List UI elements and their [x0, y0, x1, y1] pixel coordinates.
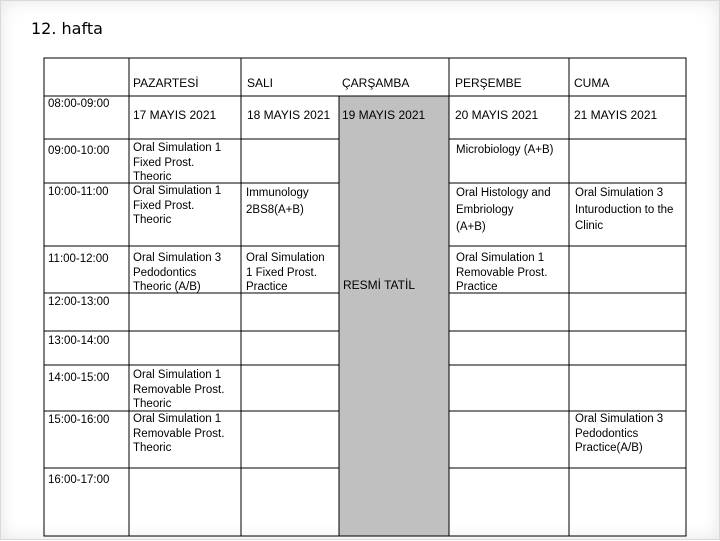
- day-date: 18 MAYIS 2021: [247, 108, 331, 122]
- class-entry: Oral Simulation 1 Removable Prost. Practice: [456, 252, 548, 293]
- time-slot: 15:00-16:00: [48, 414, 110, 426]
- header-wednesday: [342, 59, 425, 139]
- day-date: 19 MAYIS 2021: [342, 108, 426, 122]
- class-entry: Oral Simulation 1 Removable Prost. Theoric: [133, 413, 225, 454]
- holiday-column-fill: [339, 96, 449, 536]
- time-slot: 08:00-09:00: [48, 98, 110, 110]
- day-name: PERŞEMBE: [455, 76, 522, 90]
- time-slot: 10:00-11:00: [48, 186, 109, 198]
- day-name: SALI: [247, 76, 274, 90]
- header-thursday: [455, 59, 538, 139]
- time-slot: 14:00-15:00: [48, 372, 110, 384]
- time-slot: 11:00-12:00: [48, 253, 109, 265]
- class-entry: Immunology 2BS8(A+B): [246, 187, 309, 216]
- class-entry: Oral Simulation 1 Fixed Prost. Practice: [246, 252, 325, 293]
- class-entry: Oral Simulation 1 Removable Prost. Theoric: [133, 369, 225, 410]
- class-entry: Oral Simulation 1 Fixed Prost. Theoric: [133, 142, 222, 183]
- time-slot: 16:00-17:00: [48, 474, 110, 486]
- class-entry: Oral Histology and Embriology (A+B): [456, 187, 551, 233]
- class-entry: Oral Simulation 3 Inturoduction to the Clinic: [575, 187, 674, 232]
- header-tuesday: [247, 59, 330, 139]
- time-slot: 13:00-14:00: [48, 335, 110, 347]
- class-entry: Oral Simulation 3 Pedodontics Theoric (A/B): [133, 252, 222, 293]
- time-slot: 12:00-13:00: [48, 296, 110, 308]
- class-entry: Oral Simulation 3 Pedodontics Practice(A/B): [575, 413, 664, 454]
- day-date: 20 MAYIS 2021: [455, 108, 539, 122]
- time-slot: 09:00-10:00: [48, 145, 110, 157]
- day-name: ÇARŞAMBA: [342, 76, 410, 90]
- header-friday: [574, 59, 657, 139]
- day-date: 21 MAYIS 2021: [574, 108, 658, 122]
- day-date: 17 MAYIS 2021: [133, 108, 217, 122]
- holiday-label: RESMİ TATİL: [343, 278, 416, 292]
- day-name: CUMA: [574, 76, 610, 90]
- class-entry: Microbiology (A+B): [456, 144, 554, 156]
- class-entry: Oral Simulation 1 Fixed Prost. Theoric: [133, 185, 222, 226]
- day-name: PAZARTESİ: [133, 76, 199, 90]
- header-monday: [133, 59, 216, 139]
- page-title: 12. hafta: [31, 19, 103, 38]
